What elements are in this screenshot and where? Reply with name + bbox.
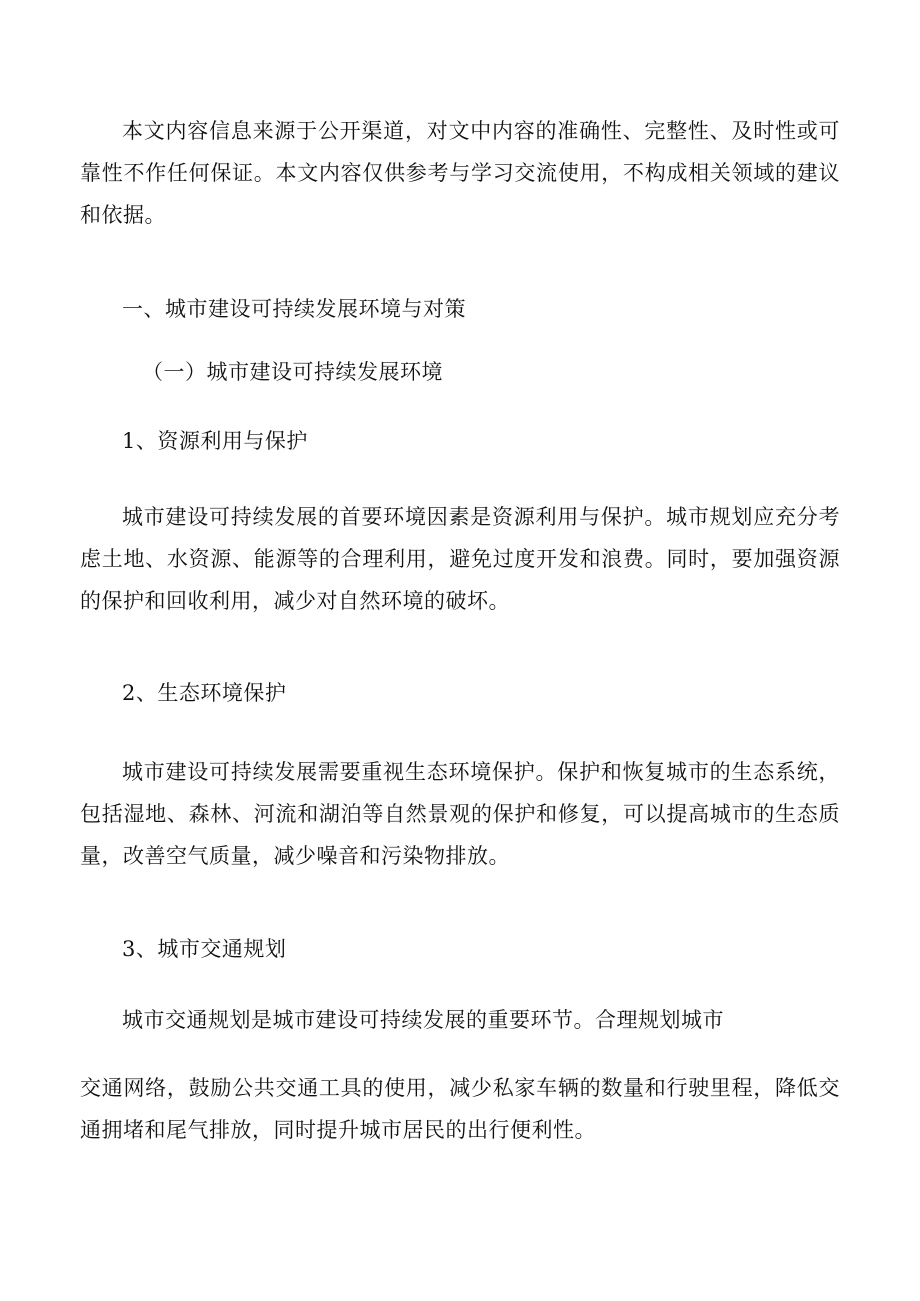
section-title: 一、城市建设可持续发展环境与对策: [122, 297, 466, 321]
item-body-resource: 城市建设可持续发展的首要环境因素是资源利用与保护。城市规划应充分考虑土地、水资源、能源等的合理利用，避免过度开发和浪费。同时，要加强资源的保护和回收利用，减少对自然环境的破坏。: [80, 505, 840, 613]
item-heading-ecology: 2、生态环境保护: [122, 681, 287, 705]
item-body-transport-part2: 交通网络，鼓励公共交通工具的使用，减少私家车辆的数量和行驶里程，降低交通拥堵和尾气排放，同时提升城市居民的出行便利性。: [80, 1076, 840, 1142]
disclaimer-paragraph: 本文内容信息来源于公开渠道，对文中内容的准确性、完整性、及时性或可靠性不作任何保证。本文内容仅供参考与学习交流使用，不构成相关领域的建议和依据。: [80, 119, 840, 227]
item-heading-resource: 1、资源利用与保护: [122, 429, 308, 453]
item-body-transport-part1: 城市交通规划是城市建设可持续发展的重要环节。合理规划城市: [122, 1008, 724, 1032]
item-heading-transport: 3、城市交通规划: [122, 937, 287, 961]
item-body-ecology: 城市建设可持续发展需要重视生态环境保护。保护和恢复城市的生态系统，包括湿地、森林、河流和湖泊等自然景观的保护和修复，可以提高城市的生态质量，改善空气质量，减少噪音和污染物排放。: [80, 760, 840, 868]
document-page: [80, 0, 840, 1301]
subsection-title: （一）城市建设可持续发展环境: [142, 360, 443, 384]
